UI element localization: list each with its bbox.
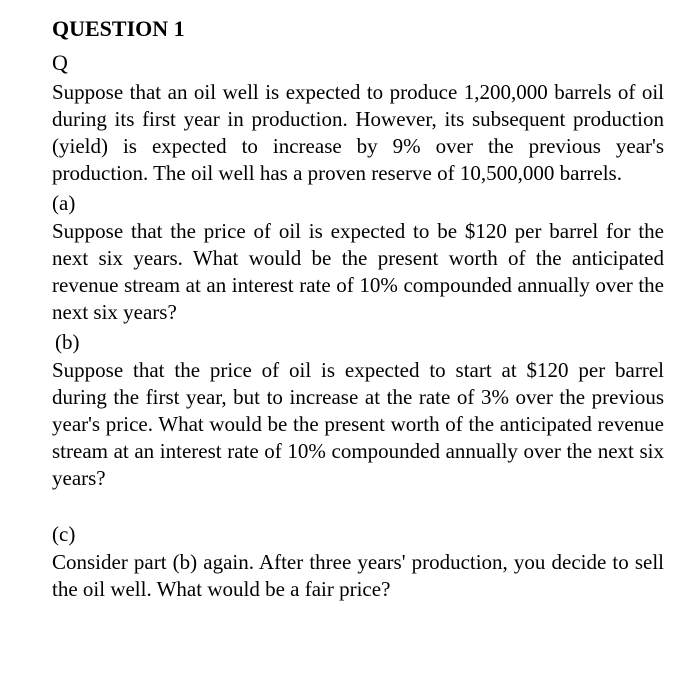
question-page <box>52 12 664 603</box>
part-b-text: Suppose that the price of oil is expected to start at $120 per barrel during the first year, but to increase at the rate of 3% over the previous year's price. What would be the present worth of the anticipated revenue stream at an interest rate of 10% compounded annually over the next six years? <box>52 358 664 490</box>
spacer <box>52 492 664 518</box>
part-c-text: Consider part (b) again. After three years' production, you decide to sell the oil well. What would be a fair price? <box>52 550 664 601</box>
question-heading: QUESTION 1 <box>52 16 185 41</box>
part-a-label: (a) <box>52 191 76 215</box>
question-label: Q <box>52 50 68 75</box>
part-c-label: (c) <box>52 522 76 546</box>
part-a-text: Suppose that the price of oil is expected to be $120 per barrel for the next six years. What would be the present worth of the anticipated revenue stream at an interest rate of 10% compounded annually over the next six years? <box>52 219 664 324</box>
part-b-label: (b) <box>55 330 80 354</box>
question-intro: Suppose that an oil well is expected to produce 1,200,000 barrels of oil during its first year in production. However, its subsequent production (yield) is expected to increase by 9% over the previous year's production. The oil well has a proven reserve of 10,500,000 barrels. <box>52 80 664 185</box>
